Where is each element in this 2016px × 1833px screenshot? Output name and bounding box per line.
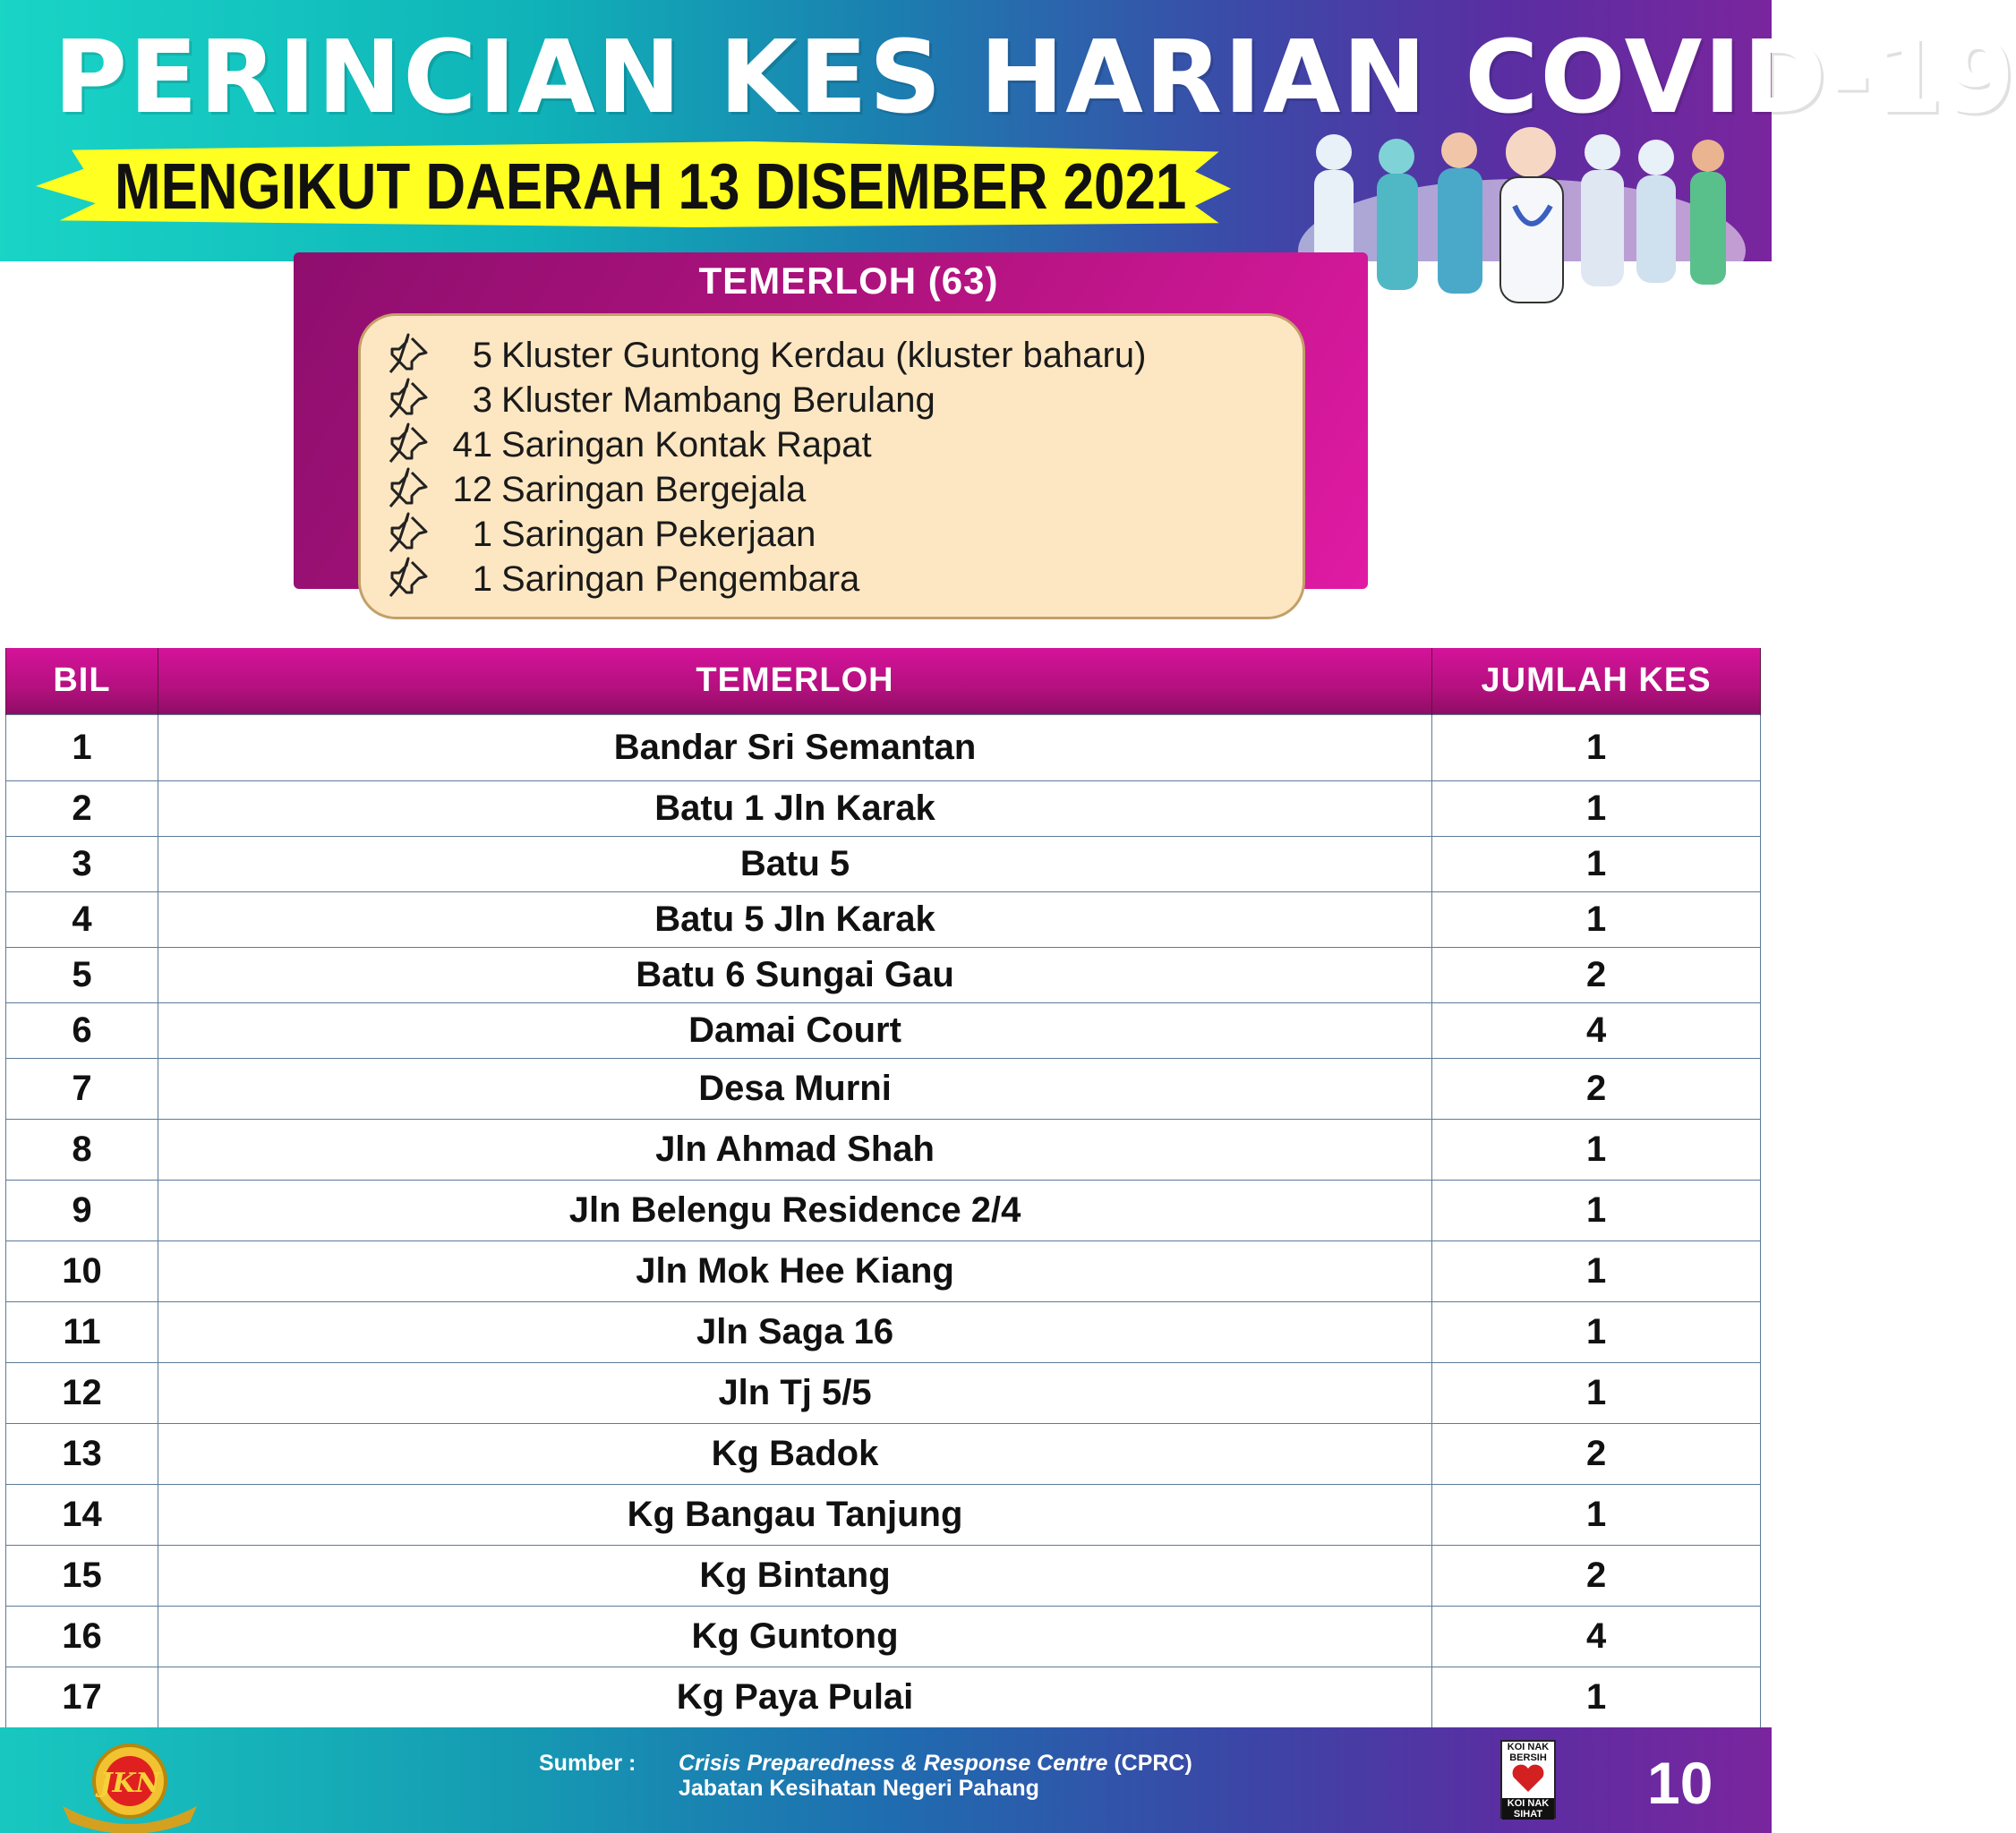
column-header-jumlah-kes: JUMLAH KES [1432,648,1761,714]
table-row [6,891,1761,947]
summary-count: 5 [472,335,492,375]
pushpin-icon [385,514,433,555]
row-number: 12 [6,1362,158,1423]
row-number: 10 [6,1240,158,1301]
jkn-logo [54,1736,206,1829]
row-location: Damai Court [158,1002,1431,1058]
table-row [6,714,1761,780]
koi-nak-sihat-badge [1500,1740,1556,1819]
koi-badge-bottom-text: KOI NAK SIHAT [1502,1798,1554,1820]
row-case-count: 1 [1432,1119,1761,1180]
summary-item [385,378,935,422]
source-organization [679,1751,1192,1777]
row-number: 3 [6,836,158,891]
row-number: 14 [6,1484,158,1545]
row-case-count: 1 [1432,836,1761,891]
row-case-count: 2 [1432,1545,1761,1606]
row-number: 5 [6,947,158,1002]
koi-badge-top-text: KOI NAK BERSIH [1507,1742,1550,1763]
header-banner [0,0,2016,261]
page-subtitle: MENGIKUT DAERAH 13 DISEMBER 2021 [115,151,1187,223]
source-org-name: Crisis Preparedness & Response Centre [679,1751,1108,1776]
table-row [6,1545,1761,1606]
row-location: Kg Bangau Tanjung [158,1484,1431,1545]
table-row [6,1119,1761,1180]
row-location: Desa Murni [158,1058,1431,1119]
row-case-count: 1 [1432,891,1761,947]
table-row [6,1423,1761,1484]
row-number: 17 [6,1667,158,1727]
case-table [5,648,1761,1728]
row-case-count: 2 [1432,1058,1761,1119]
table-row [6,1002,1761,1058]
row-location: Batu 6 Sungai Gau [158,947,1431,1002]
pushpin-icon [385,469,433,510]
row-number: 6 [6,1002,158,1058]
pushpin-icon [385,558,433,600]
source-department: Jabatan Kesihatan Negeri Pahang [679,1776,1039,1801]
table-row [6,1180,1761,1240]
row-case-count: 1 [1432,1301,1761,1362]
summary-label: Saringan Bergejala [501,469,807,509]
table-header-row [6,648,1761,714]
row-location: Batu 1 Jln Karak [158,780,1431,836]
column-header-bil: BIL [6,648,158,714]
row-number: 1 [6,714,158,780]
logo-text: JKN [99,1768,160,1799]
page-number: 10 [1647,1750,1713,1816]
row-case-count: 2 [1432,1423,1761,1484]
table-row [6,1362,1761,1423]
row-number: 9 [6,1180,158,1240]
worker-figure [1438,132,1482,294]
summary-count: 3 [472,379,492,420]
row-number: 11 [6,1301,158,1362]
table-row [6,1667,1761,1727]
pushpin-icon [385,424,433,465]
table-row [6,947,1761,1002]
row-case-count: 1 [1432,714,1761,780]
table-row [6,1484,1761,1545]
table-row [6,780,1761,836]
row-location: Batu 5 [158,836,1431,891]
row-number: 7 [6,1058,158,1119]
row-location: Jln Tj 5/5 [158,1362,1431,1423]
row-location: Jln Saga 16 [158,1301,1431,1362]
summary-item [385,333,1146,378]
pushpin-icon [385,379,433,421]
row-number: 16 [6,1606,158,1667]
row-number: 8 [6,1119,158,1180]
row-number: 2 [6,780,158,836]
summary-count: 1 [472,514,492,554]
summary-item [385,557,859,601]
row-location: Jln Mok Hee Kiang [158,1240,1431,1301]
table-row [6,1606,1761,1667]
row-case-count: 1 [1432,1667,1761,1727]
summary-item [385,467,806,512]
row-location: Jln Belengu Residence 2/4 [158,1180,1431,1240]
row-case-count: 1 [1432,1362,1761,1423]
page-title: PERINCIAN KES HARIAN COVID-19 [54,20,2016,136]
row-case-count: 2 [1432,947,1761,1002]
summary-count: 41 [452,424,492,465]
summary-label: Kluster Mambang Berulang [501,379,935,420]
summary-count: 12 [452,469,492,509]
row-location: Kg Badok [158,1423,1431,1484]
row-case-count: 1 [1432,780,1761,836]
row-location: Kg Paya Pulai [158,1667,1431,1727]
table-row [6,836,1761,891]
source-org-abbr: (CPRC) [1114,1751,1192,1776]
table-row [6,1058,1761,1119]
summary-count: 1 [472,558,492,599]
summary-label: Saringan Pengembara [501,558,860,599]
table-row [6,1240,1761,1301]
row-number: 4 [6,891,158,947]
row-case-count: 1 [1432,1240,1761,1301]
heart-icon [1510,1763,1546,1794]
worker-figure [1636,140,1676,283]
row-case-count: 1 [1432,1180,1761,1240]
table-row [6,1301,1761,1362]
row-case-count: 1 [1432,1484,1761,1545]
pushpin-icon [385,335,433,376]
row-number: 13 [6,1423,158,1484]
row-case-count: 4 [1432,1606,1761,1667]
worker-figure [1500,127,1563,303]
summary-label: Kluster Guntong Kerdau (kluster baharu) [501,335,1147,375]
row-number: 15 [6,1545,158,1606]
summary-label: Saringan Kontak Rapat [501,424,872,465]
row-location: Bandar Sri Semantan [158,714,1431,780]
row-case-count: 4 [1432,1002,1761,1058]
summary-label: Saringan Pekerjaan [501,514,816,554]
row-location: Kg Guntong [158,1606,1431,1667]
column-header-location: TEMERLOH [158,648,1431,714]
row-location: Batu 5 Jln Karak [158,891,1431,947]
summary-item [385,512,816,557]
district-summary-title: TEMERLOH (63) [698,260,999,302]
worker-figure [1581,134,1624,286]
worker-figure [1690,140,1726,285]
source-label: Sumber : [539,1751,636,1776]
summary-item [385,422,872,467]
row-location: Jln Ahmad Shah [158,1119,1431,1180]
row-location: Kg Bintang [158,1545,1431,1606]
